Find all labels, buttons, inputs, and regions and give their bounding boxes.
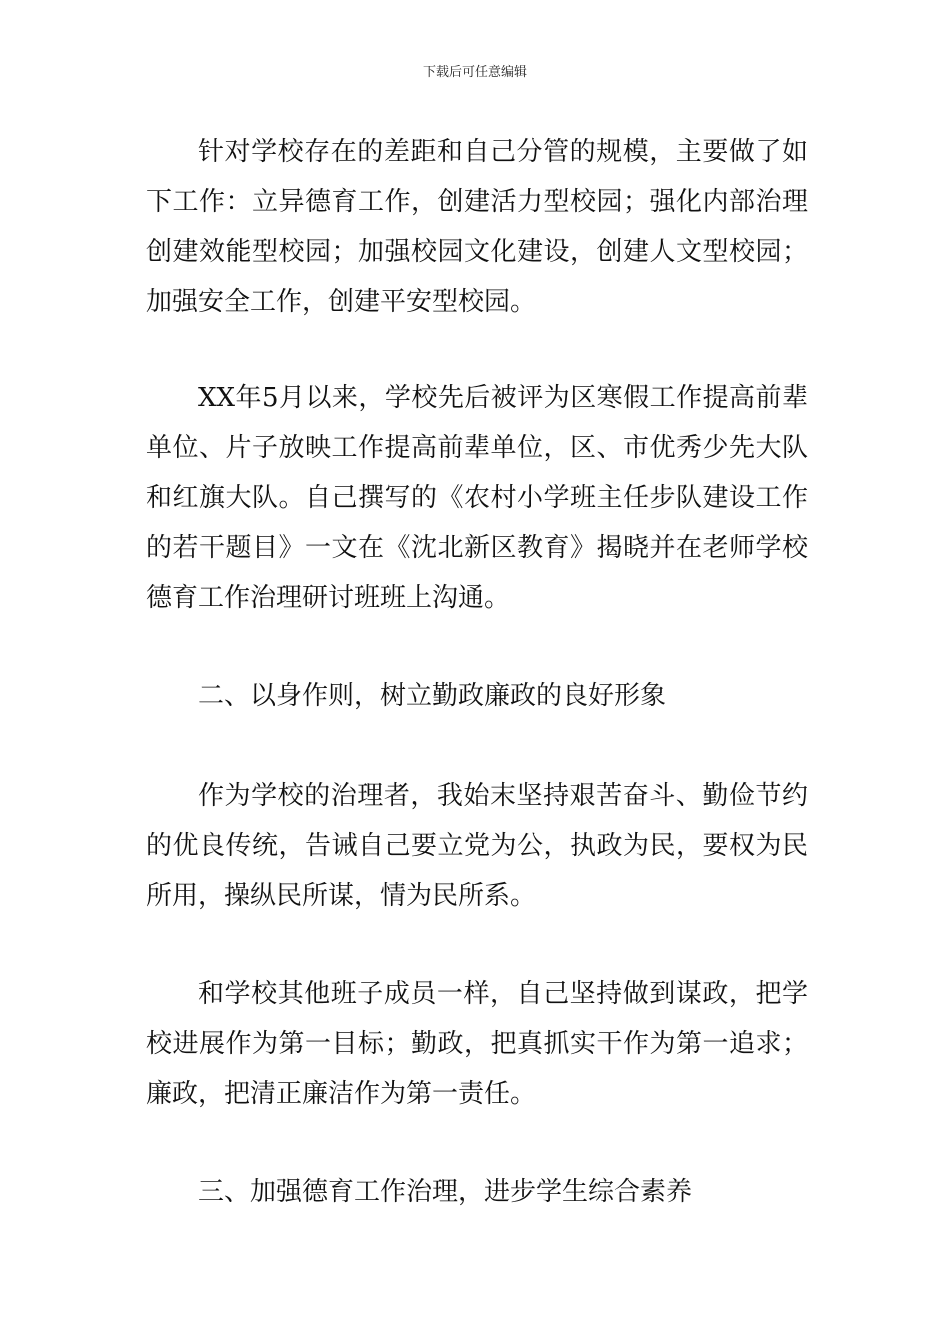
paragraph-achievements: XX年5月以来，学校先后被评为区寒假工作提高前辈单位、片子放映工作提高前辈单位，区、市优秀少先大队和红旗大队。自己撰写的《农村小学班主任步队建设工作的若干题目》一文在《沈北新区教育》揭晓并在老师学校德育工作治理研讨班班上沟通。 (146, 383, 808, 613)
paragraph-work-summary: 针对学校存在的差距和自己分管的规模，主要做了如下工作：立异德育工作，创建活力型校园；强化内部治理创建效能型校园；加强校园文化建设，创建人文型校园；加强安全工作，创建平安型校园。 (146, 137, 808, 317)
section-heading-two: 二、以身作则，树立勤政廉政的良好形象 (198, 681, 667, 711)
page-header: 下载后可任意编辑 (422, 65, 527, 80)
paragraph-governance: 和学校其他班子成员一样，自己坚持做到谋政，把学校进展作为第一目标；勤政，把真抓实干作为第一追求；廉政，把清正廉洁作为第一责任。 (146, 979, 808, 1109)
paragraph-integrity: 作为学校的治理者，我始末坚持艰苦奋斗、勤俭节约的优良传统，告诫自己要立党为公，执政为民，要权为民所用，操纵民所谋，情为民所系。 (146, 781, 808, 911)
section-heading-three: 三、加强德育工作治理，进步学生综合素养 (198, 1177, 693, 1207)
